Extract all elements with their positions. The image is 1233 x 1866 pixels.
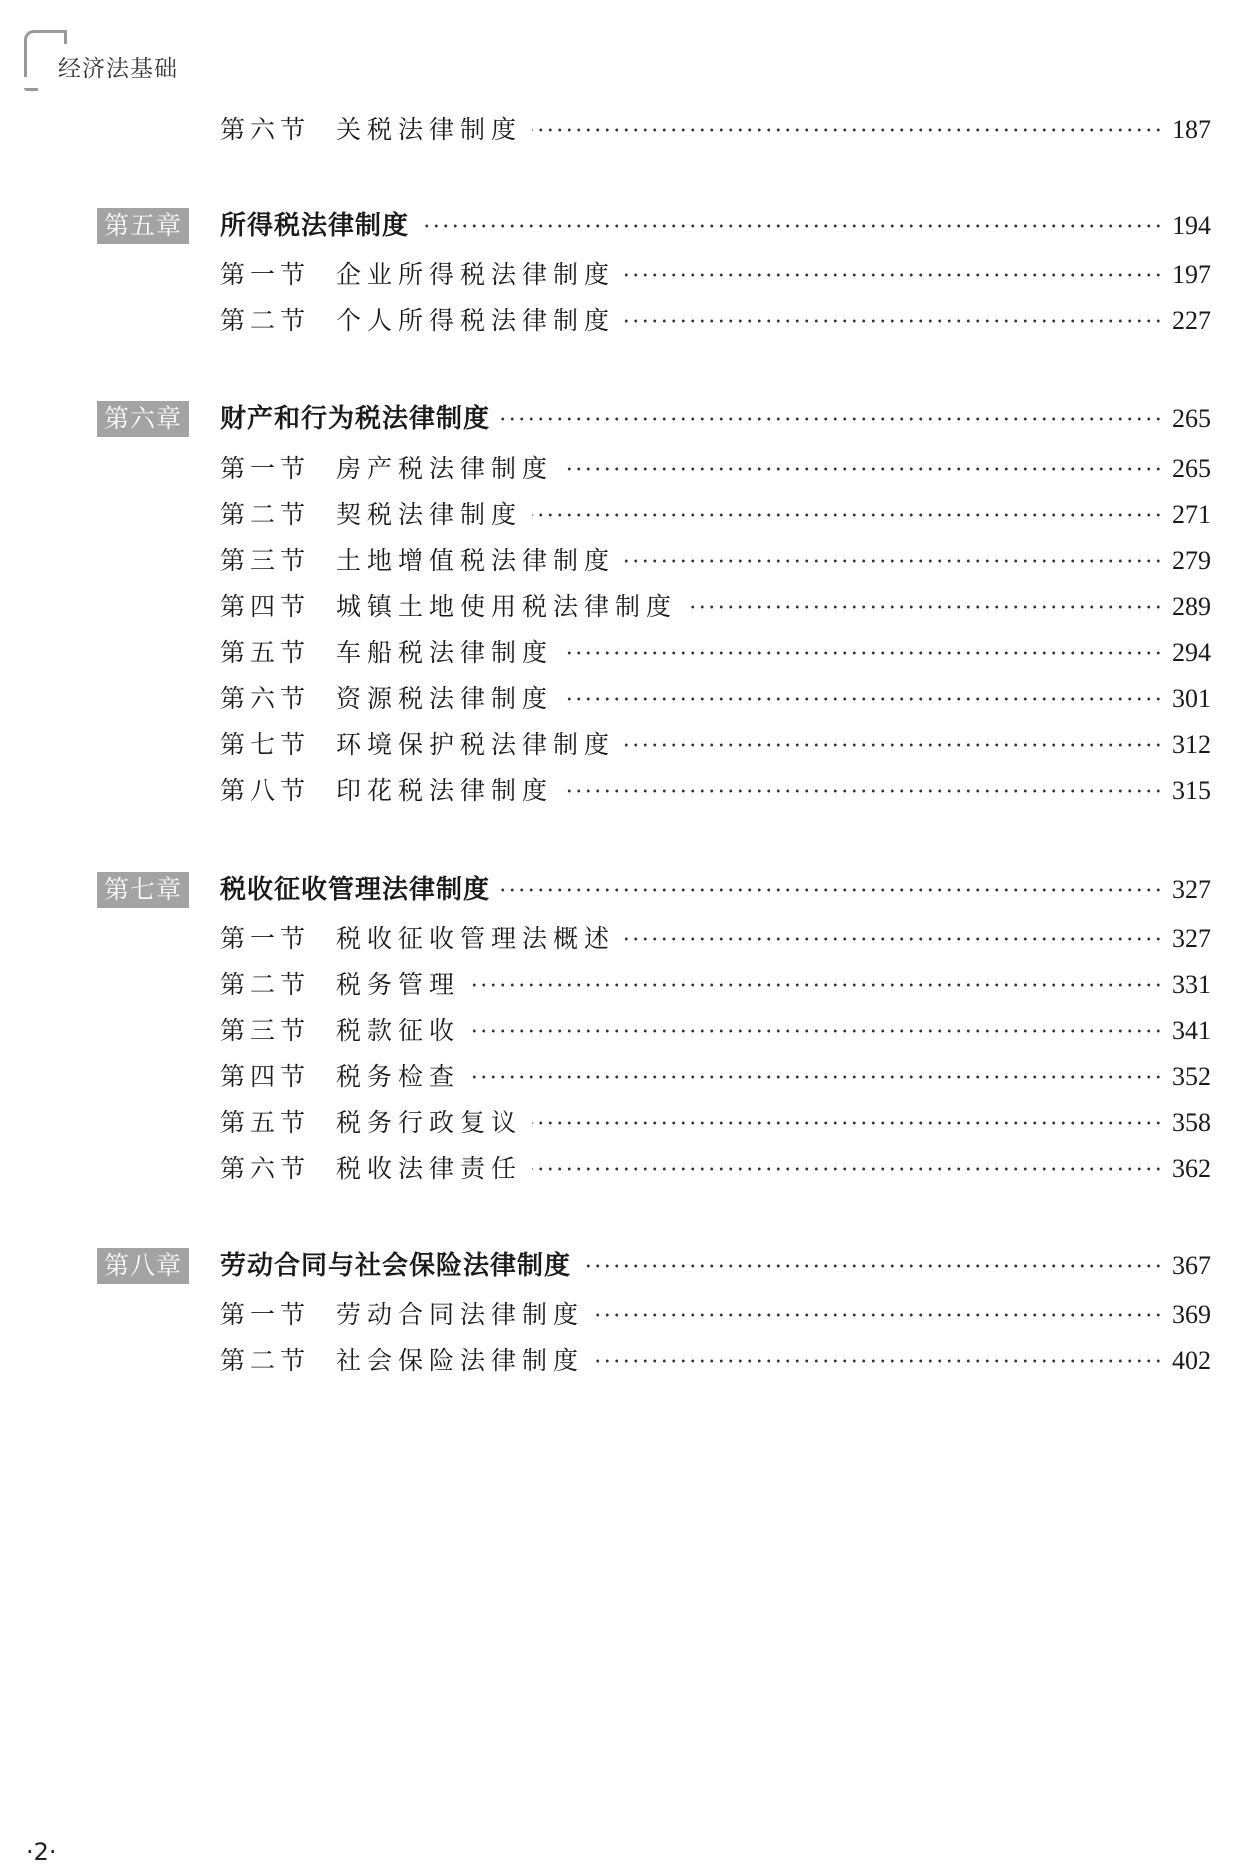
toc-section-row[interactable] xyxy=(0,1151,1233,1191)
dot-leader xyxy=(563,681,1163,717)
dot-leader xyxy=(625,257,1163,293)
toc-chapter-row[interactable] xyxy=(0,208,1233,248)
page-reference: 294 xyxy=(1172,638,1211,667)
dot-leader xyxy=(625,727,1163,763)
dot-leader xyxy=(532,112,1163,148)
section-number: 第四节 xyxy=(220,592,311,621)
section-title: 契税法律制度 xyxy=(336,497,526,533)
page-reference: 301 xyxy=(1172,684,1211,713)
page-reference: 331 xyxy=(1172,970,1211,999)
section-number: 第一节 xyxy=(220,924,311,953)
section-title: 房产税法律制度 xyxy=(336,451,557,487)
page-reference: 327 xyxy=(1172,924,1211,953)
page-reference: 194 xyxy=(1172,211,1211,240)
page-reference: 358 xyxy=(1172,1108,1211,1137)
section-number: 第四节 xyxy=(220,1062,311,1091)
dot-leader xyxy=(532,497,1163,533)
section-number: 第二节 xyxy=(220,1346,311,1375)
toc-chapter-row[interactable] xyxy=(0,1248,1233,1288)
toc-chapter-row[interactable] xyxy=(0,401,1233,441)
toc-section-row[interactable] xyxy=(0,967,1233,1007)
chapter-title: 所得税法律制度 xyxy=(220,208,413,244)
page-reference: 279 xyxy=(1172,546,1211,575)
page-reference: 271 xyxy=(1172,500,1211,529)
section-number: 第七节 xyxy=(220,730,311,759)
dot-leader xyxy=(563,451,1163,487)
dot-leader xyxy=(419,208,1163,244)
section-title: 社会保险法律制度 xyxy=(336,1343,588,1379)
section-title: 税务管理 xyxy=(336,967,464,1003)
section-title: 车船税法律制度 xyxy=(336,635,557,671)
toc-section-row[interactable] xyxy=(0,1013,1233,1053)
page-reference: 265 xyxy=(1172,454,1211,483)
toc-section-row[interactable] xyxy=(0,303,1233,343)
section-title: 税收征收管理法概述 xyxy=(336,921,619,957)
section-title: 土地增值税法律制度 xyxy=(336,543,619,579)
section-number: 第一节 xyxy=(220,454,311,483)
page-reference: 197 xyxy=(1172,260,1211,289)
section-title: 关税法律制度 xyxy=(336,112,526,148)
page-reference: 352 xyxy=(1172,1062,1211,1091)
book-title: 经济法基础 xyxy=(58,56,178,82)
dot-leader xyxy=(470,1059,1163,1095)
section-number: 第六节 xyxy=(220,684,311,713)
dot-leader xyxy=(532,1151,1163,1187)
section-number: 第五节 xyxy=(220,1108,311,1137)
section-title: 城镇土地使用税法律制度 xyxy=(336,589,681,625)
dot-leader xyxy=(500,872,1163,908)
section-number: 第一节 xyxy=(220,1300,311,1329)
toc-section-row[interactable] xyxy=(0,497,1233,537)
page-reference: 312 xyxy=(1172,730,1211,759)
page-reference: 362 xyxy=(1172,1154,1211,1183)
chapter-number-badge: 第七章 xyxy=(97,872,189,908)
section-number: 第六节 xyxy=(220,115,311,144)
section-title: 资源税法律制度 xyxy=(336,681,557,717)
chapter-title: 劳动合同与社会保险法律制度 xyxy=(220,1248,575,1284)
toc-section-row[interactable] xyxy=(0,1059,1233,1099)
toc-chapter-row[interactable] xyxy=(0,872,1233,912)
toc-section-row[interactable] xyxy=(0,112,1233,152)
dot-leader xyxy=(594,1343,1163,1379)
section-number: 第三节 xyxy=(220,1016,311,1045)
section-number: 第五节 xyxy=(220,638,311,667)
dot-leader xyxy=(532,1105,1163,1141)
page-reference: 367 xyxy=(1172,1251,1211,1280)
chapter-title: 财产和行为税法律制度 xyxy=(220,401,494,437)
toc-section-row[interactable] xyxy=(0,635,1233,675)
chapter-title: 税收征收管理法律制度 xyxy=(220,872,494,908)
section-title: 个人所得税法律制度 xyxy=(336,303,619,339)
dot-leader xyxy=(594,1297,1163,1333)
dot-leader xyxy=(563,635,1163,671)
section-number: 第二节 xyxy=(220,970,311,999)
toc-section-row[interactable] xyxy=(0,589,1233,629)
page-reference: 327 xyxy=(1172,875,1211,904)
section-number: 第八节 xyxy=(220,776,311,805)
dot-leader xyxy=(625,543,1163,579)
page-reference: 227 xyxy=(1172,306,1211,335)
toc-section-row[interactable] xyxy=(0,773,1233,813)
toc-section-row[interactable] xyxy=(0,681,1233,721)
dot-leader xyxy=(500,401,1163,437)
section-title: 印花税法律制度 xyxy=(336,773,557,809)
page-number: ·2· xyxy=(26,1838,57,1866)
section-title: 环境保护税法律制度 xyxy=(336,727,619,763)
dot-leader xyxy=(563,773,1163,809)
page-reference: 369 xyxy=(1172,1300,1211,1329)
toc-section-row[interactable] xyxy=(0,727,1233,767)
toc-section-row[interactable] xyxy=(0,921,1233,961)
section-number: 第一节 xyxy=(220,260,311,289)
section-title: 税务检查 xyxy=(336,1059,464,1095)
page-reference: 315 xyxy=(1172,776,1211,805)
page-reference: 187 xyxy=(1172,115,1211,144)
toc-section-row[interactable] xyxy=(0,543,1233,583)
dot-leader xyxy=(625,921,1163,957)
section-title: 企业所得税法律制度 xyxy=(336,257,619,293)
dot-leader xyxy=(625,303,1163,339)
chapter-number-badge: 第五章 xyxy=(97,208,189,244)
section-number: 第六节 xyxy=(220,1154,311,1183)
dot-leader xyxy=(470,1013,1163,1049)
page-reference: 402 xyxy=(1172,1346,1211,1375)
page-reference: 289 xyxy=(1172,592,1211,621)
chapter-number-badge: 第六章 xyxy=(97,401,189,437)
toc-section-row[interactable] xyxy=(0,1297,1233,1337)
section-title: 税务行政复议 xyxy=(336,1105,526,1141)
toc-section-row[interactable] xyxy=(0,451,1233,491)
section-title: 税收法律责任 xyxy=(336,1151,526,1187)
section-number: 第二节 xyxy=(220,306,311,335)
dot-leader xyxy=(581,1248,1163,1284)
page-reference: 265 xyxy=(1172,404,1211,433)
section-number: 第二节 xyxy=(220,500,311,529)
toc-section-row[interactable] xyxy=(0,1105,1233,1145)
chapter-number-badge: 第八章 xyxy=(97,1248,189,1284)
dot-leader xyxy=(470,967,1163,1003)
dot-leader xyxy=(687,589,1163,625)
toc-section-row[interactable] xyxy=(0,257,1233,297)
page-reference: 341 xyxy=(1172,1016,1211,1045)
toc-section-row[interactable] xyxy=(0,1343,1233,1383)
section-number: 第三节 xyxy=(220,546,311,575)
running-header xyxy=(24,30,224,90)
section-title: 劳动合同法律制度 xyxy=(336,1297,588,1333)
section-title: 税款征收 xyxy=(336,1013,464,1049)
